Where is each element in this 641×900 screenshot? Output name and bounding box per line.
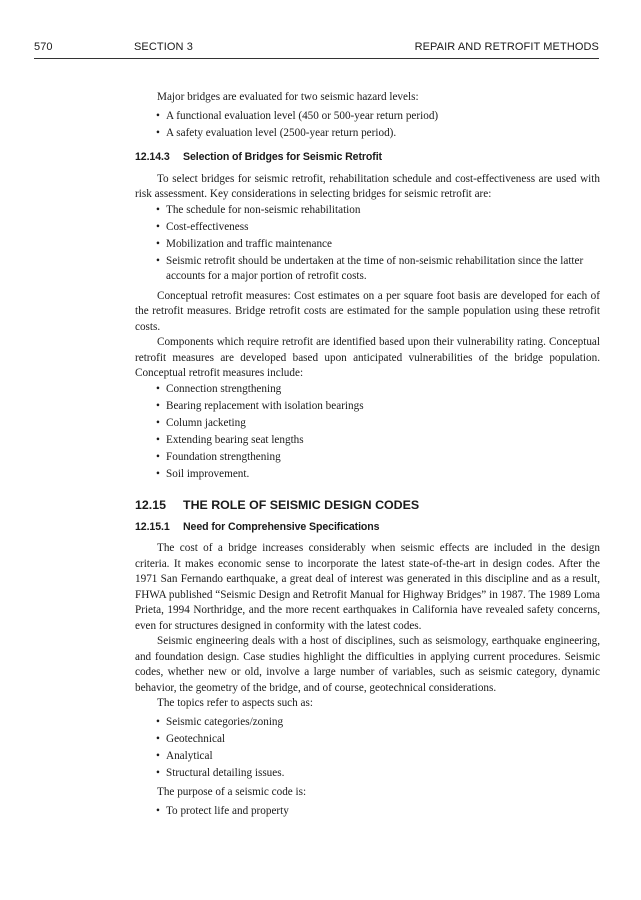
list-item: • Foundation strengthening bbox=[135, 450, 600, 466]
retrofit-measures-list bbox=[135, 382, 600, 483]
list-item: • Analytical bbox=[135, 749, 600, 765]
running-title: REPAIR AND RETROFIT METHODS bbox=[414, 41, 599, 53]
heading-title: THE ROLE OF SEISMIC DESIGN CODES bbox=[183, 498, 420, 512]
considerations-list bbox=[135, 203, 600, 285]
bullet-icon: • bbox=[156, 467, 160, 480]
paragraph: The purpose of a seismic code is: bbox=[157, 786, 307, 798]
hazard-level-list bbox=[135, 109, 600, 142]
purpose-list bbox=[135, 804, 600, 820]
bullet-icon: • bbox=[156, 450, 160, 463]
list-item: • Seismic retrofit should be undertaken at the time of non-seismic rehabilitation since the latter accounts for a major portion of retrofit costs. bbox=[156, 254, 584, 282]
list-item: • Seismic categories/zoning bbox=[135, 715, 600, 731]
bullet-icon: • bbox=[156, 804, 160, 817]
list-item: • To protect life and property bbox=[135, 804, 600, 820]
bullet-icon: • bbox=[156, 416, 160, 429]
intro-paragraph: Major bridges are evaluated for two seismic hazard levels: bbox=[157, 91, 419, 103]
list-item: • Structural detailing issues. bbox=[135, 766, 600, 782]
bullet-icon: • bbox=[156, 254, 160, 267]
paragraph: To select bridges for seismic retrofit, rehabilitation schedule and cost-effectiveness are used with risk assessment. Key considerations in selecting bridges for seismic retrofit are: bbox=[135, 172, 600, 200]
heading-number: 12.15 bbox=[135, 498, 167, 512]
header-rule bbox=[34, 58, 599, 59]
list-item: • Bearing replacement with isolation bearings bbox=[135, 399, 600, 415]
list-item: • Column jacketing bbox=[135, 416, 600, 432]
paragraph: The topics refer to aspects such as: bbox=[157, 697, 313, 709]
heading-number: 12.14.3 bbox=[135, 151, 170, 163]
heading-title: Need for Comprehensive Specifications bbox=[183, 520, 380, 533]
bullet-icon: • bbox=[156, 109, 160, 122]
bullet-icon: • bbox=[156, 433, 160, 446]
bullet-icon: • bbox=[156, 766, 160, 779]
page-number: 570 bbox=[34, 41, 53, 53]
bullet-icon: • bbox=[156, 126, 160, 139]
topics-list bbox=[135, 715, 600, 782]
list-item: • The schedule for non-seismic rehabilitation bbox=[135, 203, 600, 219]
bullet-icon: • bbox=[156, 220, 160, 233]
subsection-heading-12-15-1 bbox=[135, 520, 600, 536]
list-item: • A functional evaluation level (450 or 500-year return period) bbox=[135, 109, 600, 125]
bullet-icon: • bbox=[156, 203, 160, 216]
list-item: • Cost-effectiveness bbox=[135, 220, 600, 236]
list-item: • Connection strengthening bbox=[135, 382, 600, 398]
paragraph: Seismic engineering deals with a host of disciplines, such as seismology, earthquake engineering, and foundation design. Case studies highlight the difficulties in applying current procedures. Seismic codes, whether new or old, involve a large number of variables, such as seismic category, dynamic behavior, the geometry of the bridge, and of course, geotechnical considerations. bbox=[135, 635, 600, 694]
section-label: SECTION 3 bbox=[134, 41, 193, 53]
heading-title: Selection of Bridges for Seismic Retrofit bbox=[183, 151, 382, 163]
list-item: • Mobilization and traffic maintenance bbox=[135, 237, 600, 253]
bullet-icon: • bbox=[156, 715, 160, 728]
section-heading-12-15 bbox=[135, 498, 600, 514]
list-item: • Soil improvement. bbox=[135, 467, 600, 483]
bullet-icon: • bbox=[156, 732, 160, 745]
list-item: • A safety evaluation level (2500-year return period). bbox=[135, 126, 600, 142]
paragraph: Conceptual retrofit measures: Cost estimates on a per square foot basis are developed for each of the retrofit measures. Bridge retrofit costs are estimated for the sample population using these retrofit costs. bbox=[135, 289, 600, 333]
body-content bbox=[135, 90, 600, 823]
paragraph: Components which require retrofit are identified based upon their vulnerability rating. Conceptual retrofit measures are developed based upon anticipated vulnerabilities of the bridge population. Conceptual retrofit measures include: bbox=[135, 336, 600, 379]
running-header bbox=[34, 41, 599, 57]
bullet-icon: • bbox=[156, 749, 160, 762]
bullet-icon: • bbox=[156, 237, 160, 250]
subsection-heading-12-14-3 bbox=[135, 150, 600, 166]
bullet-icon: • bbox=[156, 382, 160, 395]
paragraph: The cost of a bridge increases considerably when seismic effects are included in the design criteria. It makes economic sense to incorporate the latest state-of-the-art in design codes. After the 1971 San Fernando earthquake, a great deal of interest was generated in this discipline and as a result, FHWA published “Seismic Design and Retrofit Manual for Highway Bridges” in 1987. The 1989 Loma Prieta, 1994 Northridge, and the more recent earthquakes in California have revealed safety concerns, even for structures designed in conformity with the latest codes. bbox=[135, 542, 600, 632]
list-item: • Geotechnical bbox=[135, 732, 600, 748]
list-item: • Extending bearing seat lengths bbox=[135, 433, 600, 449]
bullet-icon: • bbox=[156, 399, 160, 412]
heading-number: 12.15.1 bbox=[135, 520, 170, 533]
